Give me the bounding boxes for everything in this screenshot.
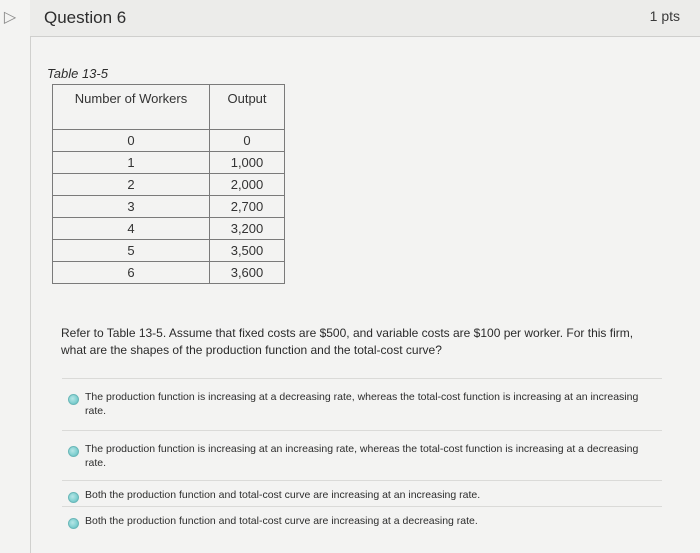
table-cell-workers: 2 <box>53 174 210 196</box>
table-cell-output: 3,500 <box>210 240 285 262</box>
radio-button[interactable] <box>68 446 79 457</box>
table-row <box>53 262 285 284</box>
table-header-output: Output <box>210 85 285 130</box>
table-cell-output: 0 <box>210 130 285 152</box>
flag-icon[interactable]: ▷ <box>3 9 17 26</box>
radio-button[interactable] <box>68 492 79 503</box>
table-row <box>53 196 285 218</box>
table-row <box>53 218 285 240</box>
table-caption: Table 13-5 <box>47 66 108 81</box>
question-title: Question 6 <box>44 8 127 27</box>
question-prompt: Refer to Table 13-5. Assume that fixed costs are $500, and variable costs are $100 per worker. For this firm, what are the shapes of the production function and the total-cost curve? <box>61 326 634 357</box>
table-cell-workers: 3 <box>53 196 210 218</box>
table-cell-workers: 4 <box>53 218 210 240</box>
answer-text: The production function is increasing at an increasing rate, whereas the total-cost function is increasing at a decreasing rate. <box>85 443 639 469</box>
radio-button[interactable] <box>68 518 79 529</box>
table-cell-output: 2,700 <box>210 196 285 218</box>
table-row <box>53 240 285 262</box>
table-cell-output: 2,000 <box>210 174 285 196</box>
answer-text: Both the production function and total-cost curve are increasing at an increasing rate. <box>85 489 481 501</box>
table-cell-output: 3,200 <box>210 218 285 240</box>
answer-option[interactable] <box>62 378 662 425</box>
answer-text: Both the production function and total-cost curve are increasing at a decreasing rate. <box>85 515 478 527</box>
table-cell-output: 3,600 <box>210 262 285 284</box>
table-row <box>53 130 285 152</box>
table-cell-workers: 6 <box>53 262 210 284</box>
answer-option[interactable] <box>62 430 662 477</box>
radio-button[interactable] <box>68 394 79 405</box>
table-cell-workers: 5 <box>53 240 210 262</box>
question-points: 1 pts <box>649 8 680 24</box>
table-row <box>53 174 285 196</box>
table-cell-output: 1,000 <box>210 152 285 174</box>
table-cell-workers: 1 <box>53 152 210 174</box>
answer-option[interactable] <box>62 506 662 537</box>
data-table <box>52 84 285 284</box>
answer-text: The production function is increasing at a decreasing rate, whereas the total-cost function is increasing at an increasing rate. <box>85 391 639 417</box>
answer-option[interactable] <box>62 480 662 507</box>
divider <box>30 0 31 553</box>
question-header <box>30 0 700 37</box>
table-row <box>53 152 285 174</box>
table-cell-workers: 0 <box>53 130 210 152</box>
table-header-row <box>53 85 285 130</box>
table-header-workers: Number of Workers <box>53 85 210 130</box>
